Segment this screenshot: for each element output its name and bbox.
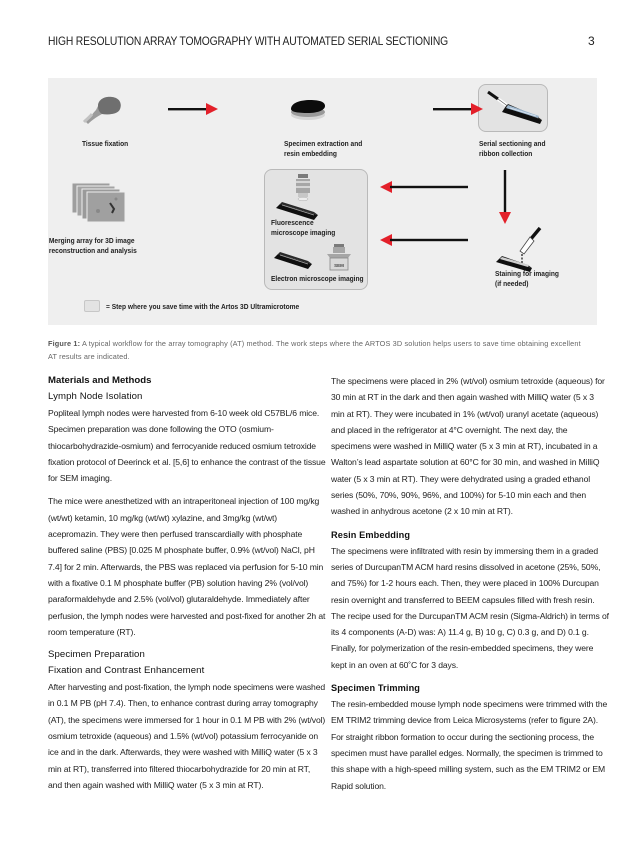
brain-icon (82, 92, 124, 126)
arrow-left-icon (380, 234, 468, 246)
arrow-right-icon (168, 103, 218, 115)
resin-block-icon (288, 98, 328, 122)
running-title: HIGH RESOLUTION ARRAY TOMOGRAPHY WITH AUTOMATED SERIAL SECTIONING (48, 34, 448, 48)
arrow-right-icon (433, 103, 483, 115)
legend-swatch (84, 300, 100, 312)
paragraph: After harvesting and post-fixation, the lymph node specimens were washed in 0.1 M PB (pH 7.4). Then, to enhance contrast during array tomography (AT), the specimens were immersed for 1 hour in 0.1 M PB with 2% (wt/vol) osmium tetroxide (aqueous) and 1.5% (wt/vol) potassium ferrocyanide on ice and in the dark. Afterwards, they were washed with MilliQ water (5 x 3 min at RT), transferred into filtered thiocarbohydrazide for 20 min at RT, and then again washed with MilliQ water (5 x 3 min at RT). (48, 682, 326, 790)
paragraph: The specimens were infiltrated with resin by immersing them in a graded series of DurcupanTM ACM hard resins dissolved in acetone (25%, 50%, and 75%) for 1-2 hours each. Then, they were placed in 100% Durcupan resin overnight and transferred to BEEM capsules filled with fresh resin. The recipe used for the DurcupanTM ACM resin (Sigma-Aldrich) in terms of its 4 components (A-D) was: A) 11.4 g, B) 10 g, C) 0.3 g, and D) 0.1 g. Finally, for polymerization of the resin-embedded specimens, they were kept in an oven at 60˚C for 3 days. (331, 545, 609, 670)
step-merging-array: Merging array for 3D image reconstruction and analysis (48, 236, 137, 255)
step-serial-sectioning: Serial sectioning and ribbon collection (479, 139, 546, 158)
paragraph: Popliteal lymph nodes were harvested from 6-10 week old C57BL/6 mice. Specimen preparation was done following the OTO (osmium-thiocarbohydrazide-osmium) and ferrocyanide reduced osmium tetroxide fixation protocol of Deerinck et al. [5,6] to enhance the contrast of the tissue for SEM imaging. (48, 408, 326, 484)
caption-label: Figure 1: (48, 339, 81, 348)
electron-microscope-icon (272, 242, 362, 274)
step-fluorescence-imaging: Fluorescence microscope imaging (271, 218, 336, 237)
step-staining: Staining for imaging (if needed) (495, 269, 559, 288)
left-column (48, 373, 326, 793)
subheading-fixation-contrast: Fixation and Contrast Enhancement (48, 665, 205, 677)
subheading-specimen-trimming: Specimen Trimming (331, 683, 421, 694)
legend-text: = Step where you save time with the Artos 3D Ultramicrotome (106, 302, 300, 311)
subheading-specimen-preparation: Specimen Preparation (48, 649, 145, 661)
section-title-materials-methods: Materials and Methods (48, 375, 152, 386)
paragraph: The specimens were placed in 2% (wt/vol) osmium tetroxide (aqueous) for 30 min at RT in the dark and then again washed with MilliQ water (5 x 3 min at RT). They were incubated in 1% (wt/vol) uranyl acetate (aqueous) and placed in the refrigerator at 4°C overnight. The next day, the specimens were washed in MilliQ water (5 x 3 min at RT), incubated in a Walton’s lead aspartate solution at 60°C for 30 min, and washed in MilliQ water (5 x 3 min at RT). They were dehydrated using a graded ethanol series (50%, 70%, 90%, 96%, and 100%) for 5-10 min each and then washed in anhydrous acetone (2 x 10 min at RT). (331, 376, 605, 517)
fluorescence-microscope-icon (274, 174, 326, 222)
workflow-figure (48, 78, 597, 325)
image-stack-icon (70, 181, 130, 227)
subheading-resin-embedding: Resin Embedding (331, 529, 411, 540)
page-number: 3 (588, 34, 595, 48)
figure-caption (48, 337, 588, 363)
step-specimen-extraction: Specimen extraction and resin embedding (284, 139, 363, 158)
step-electron-imaging: Electron microscope imaging (271, 274, 364, 283)
caption-text: A typical workflow for the array tomography (AT) method. The work steps where the ARTOS 3D solution helps users to save time obtaining excellent AT results are indicated. (48, 339, 581, 361)
paragraph: The resin-embedded mouse lymph node specimens were trimmed with the EM TRIM2 trimming device from Leica Microsystems (refer to figure 2A). For straight ribbon formation to occur during the sectioning process, the specimen must have parallel edges. Normally, the specimen is trimmed to this shape with a high-speed milling system, such as the EM TRIM2 or EM Rapid solution. (331, 699, 608, 791)
right-column (331, 373, 609, 794)
arrow-down-icon (499, 170, 511, 224)
step-tissue-fixation: Tissue fixation (82, 139, 129, 148)
arrow-left-icon (380, 181, 468, 193)
diamond-knife-icon (482, 86, 546, 130)
sem-label: SEM (334, 263, 344, 268)
paragraph: The mice were anesthetized with an intraperitoneal injection of 100 mg/kg (wt/wt) ketamin, 10 mg/kg (wt/wt) xylazine, and 3mg/kg (wt/wt) acepromazin. They were then perfused transcardially with phosphate buffered saline (PBS) [0.025 M phosphate buffer, 0.9% (wt/vol) NaCl, pH 7.4] for 2 min. Afterwards, the PBS was replaced via perfusion for 5-10 min with a fixative 0.1 M phosphate buffer (PB) solution having 2% (vol/vol) paraformaldehyde and 2.5% (vol/vol) glutaraldehyde. Immediately after perfusion, the lymph nodes were harvested and post-fixed for another 2h at room temperature (RT). (48, 496, 326, 637)
subheading-lymph-node-isolation: Lymph Node Isolation (48, 391, 143, 402)
